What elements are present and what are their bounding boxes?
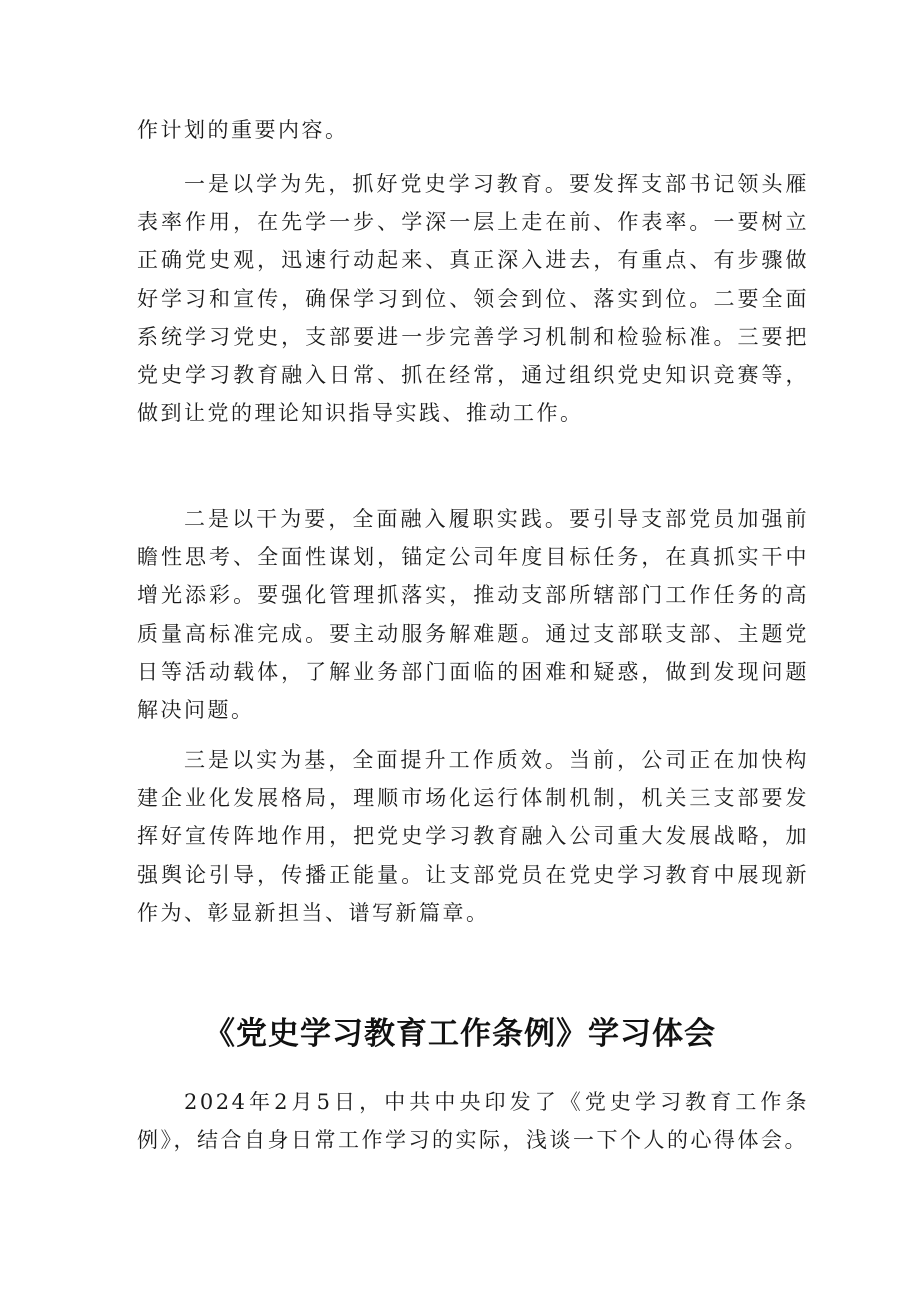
paragraph-intro: 2024年2月5日，中共中央印发了《党史学习教育工作条例》，结合自身日常工作学习的实际，浅谈一下个人的心得体会。 (137, 1090, 809, 1153)
paragraph-point-two: 二是以干为要，全面融入履职实践。要引导支部党员加强前瞻性思考、全面性谋划，锚定公司年度目标任务，在真抓实干中增光添彩。要强化管理抓落实，推动支部所辖部门工作任务的高质量高标准完成。要主动服务解难题。通过支部联支部、主题党日等活动载体，了解业务部门面临的困难和疑惑，做到发现问题解决问题。 (137, 507, 809, 723)
paragraph-point-three: 三是以实为基，全面提升工作质效。当前，公司正在加快构建企业化发展格局，理顺市场化运行体制机制，机关三支部要发挥好宣传阵地作用，把党史学习教育融入公司重大发展战略，加强舆论引导，传播正能量。让支部党员在党史学习教育中展现新作为、彰显新担当、谱写新篇章。 (137, 748, 809, 925)
document-title: 《党史学习教育工作条例》学习体会 (204, 1016, 716, 1052)
paragraph-continuation: 作计划的重要内容。 (137, 118, 349, 142)
paragraph-point-one: 一是以学为先，抓好党史学习教育。要发挥支部书记领头雁表率作用，在先学一步、学深一层上走在前、作表率。一要树立正确党史观，迅速行动起来、真正深入进去，有重点、有步骤做好学习和宣传，确保学习到位、领会到位、落实到位。二要全面系统学习党史，支部要进一步完善学习机制和检验标准。三要把党史学习教育融入日常、抓在经常，通过组织党史知识竞赛等，做到让党的理论知识指导实践、推动工作。 (137, 172, 809, 426)
